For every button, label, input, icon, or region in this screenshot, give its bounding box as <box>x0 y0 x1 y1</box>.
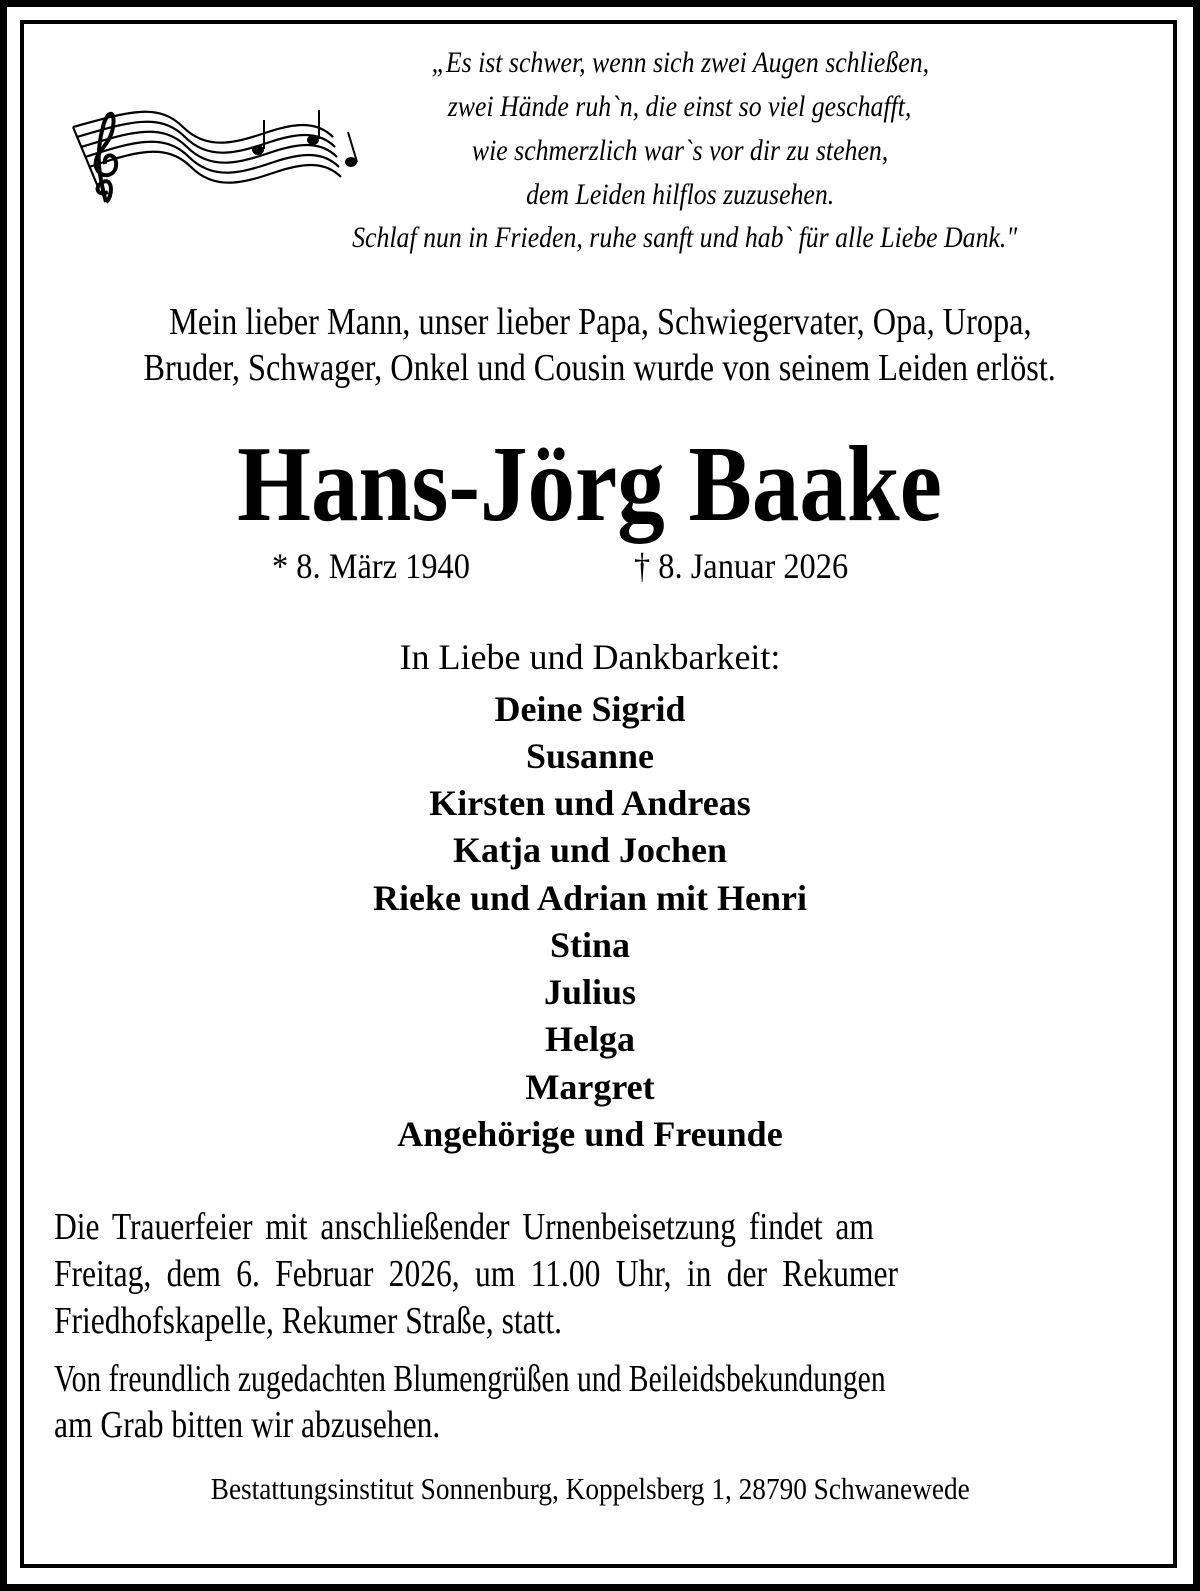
ceremony-line: Die Trauerfeier mit anschließender Urnenbeisetzung findet am <box>54 1206 874 1248</box>
poem-line: zwei Hände ruh`n, die einst so viel geschafft, <box>448 90 912 123</box>
mourners-heading: In Liebe und Dankbarkeit: <box>399 637 781 677</box>
intro-line: Bruder, Schwager, Onkel und Cousin wurde von seinem Leiden erlöst. <box>143 347 1057 389</box>
birth-date: * 8. März 1940 <box>272 546 470 586</box>
mourner-name: Katja und Jochen <box>452 830 728 870</box>
mourner-name: Margret <box>525 1067 655 1107</box>
mourner-name: Helga <box>545 1019 635 1059</box>
poem-line: „Es ist schwer, wenn sich zwei Augen schließen, <box>431 46 929 79</box>
request-line: am Grab bitten wir abzusehen. <box>54 1404 441 1446</box>
ceremony-line: Friedhofskapelle, Rekumer Straße, statt. <box>54 1300 563 1342</box>
music-staff-treble-clef-icon <box>68 92 358 212</box>
request-line: Von freundlich zugedachten Blumengrüßen und Beileidsbekundungen <box>54 1358 886 1400</box>
mourner-name: Angehörige und Freunde <box>397 1114 783 1154</box>
funeral-home-address: Bestattungsinstitut Sonnenburg, Koppelsberg 1, 28790 Schwanewede <box>210 1471 970 1506</box>
ceremony-line: Freitag, dem 6. Februar 2026, um 11.00 Uhr, in der Rekumer <box>54 1253 898 1295</box>
mourner-name: Deine Sigrid <box>494 689 686 729</box>
poem-line: dem Leiden hilflos zuzusehen. <box>525 178 835 211</box>
death-date: † 8. Januar 2026 <box>634 546 849 586</box>
mourner-name: Stina <box>549 925 631 965</box>
mourner-name: Susanne <box>525 736 655 776</box>
mourner-name: Julius <box>543 972 637 1012</box>
poem-line: wie schmerzlich war`s vor dir zu stehen, <box>471 134 889 167</box>
poem-line: Schlaf nun in Frieden, ruhe sanft und hab` für alle Liebe Dank." <box>352 221 1018 254</box>
mourner-name: Kirsten und Andreas <box>429 783 751 823</box>
mourner-name: Rieke und Adrian mit Henri <box>372 878 808 918</box>
deceased-name: Hans-Jörg Baake <box>237 425 943 544</box>
intro-line: Mein lieber Mann, unser lieber Papa, Schwiegervater, Opa, Uropa, <box>168 301 1032 343</box>
